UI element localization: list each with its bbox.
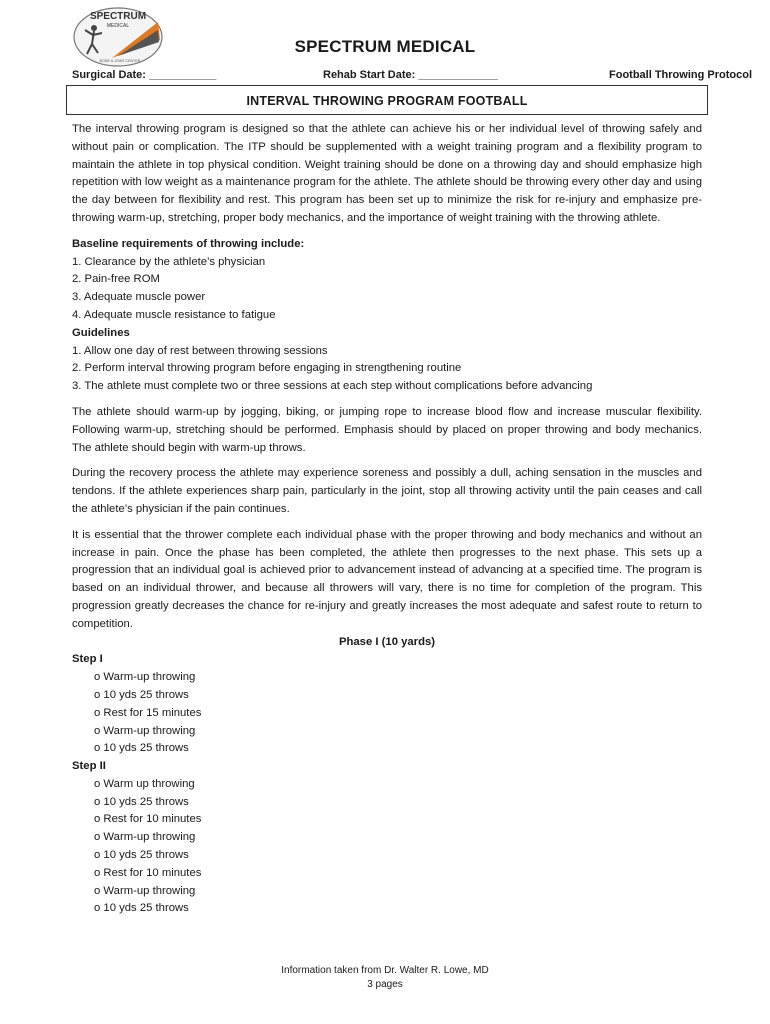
list-item: o Warm-up throwing <box>94 884 196 897</box>
list-item: o Warm-up throwing <box>94 671 196 684</box>
step-one-list <box>72 669 702 758</box>
form-meta-row <box>72 69 752 83</box>
list-item: 3. The athlete must complete two or three sessions at each step without complications before advancing <box>72 380 593 393</box>
organization-title: SPECTRUM MEDICAL <box>294 37 476 56</box>
intro-paragraph: The interval throwing program is designed so that the athlete can achieve his or her individual level of throwing safely and without pain or complication. The ITP should be supplemented with a weight training program and a flexibility program to maintain the athlete in top physical condition. Weight training should be done on a throwing day and should emphasize high repetition with low weight as a maintenance program for the athlete. The athlete should be throwing every other day and using the day between for flexibility and rest. This program has been set up to minimize the risk for re-injury and emphasize pre-throwing warm-up, stretching, proper body mechanics, and the importance of weight training with the throwing athlete. <box>72 123 702 224</box>
guidelines-list <box>72 343 702 396</box>
list-item: o 10 yds 25 throws <box>94 849 189 862</box>
list-item: o 10 yds 25 throws <box>94 902 189 915</box>
list-item: o 10 yds 25 throws <box>94 688 189 701</box>
step-two-list <box>72 776 702 918</box>
document-body <box>72 121 702 918</box>
warmup-paragraph: The athlete should warm-up by jogging, biking, or jumping rope to increase blood flow and increase muscular flexibility. Following warm-up, stretching should be performed. Emphasis should by placed on proper throwing and body mechanics. The athlete should begin with warm-up throws. <box>72 405 702 454</box>
list-item: o Warm-up throwing <box>94 724 196 737</box>
phase-title: Phase I (10 yards) <box>338 635 436 648</box>
list-item: 1. Clearance by the athlete’s physician <box>72 255 266 268</box>
protocol-label: Football Throwing Protocol <box>609 69 752 81</box>
list-item: o Rest for 10 minutes <box>94 813 202 826</box>
guidelines-heading: Guidelines <box>72 326 130 339</box>
list-item: o 10 yds 25 throws <box>94 795 189 808</box>
svg-text:MEDICAL: MEDICAL <box>106 23 130 29</box>
baseline-list <box>72 254 702 325</box>
list-item: o Rest for 15 minutes <box>94 706 202 719</box>
source-note: Information taken from Dr. Walter R. Lowe, MD <box>281 965 489 976</box>
list-item: 4. Adequate muscle resistance to fatigue <box>72 308 276 321</box>
list-item: 2. Perform interval throwing program before engaging in strengthening routine <box>72 362 462 375</box>
progression-paragraph: It is essential that the thrower complete each individual phase with the proper throwing and body mechanics and without an increase in pain. Once the phase has been completed, the athlete then progresses to the next phase. This sets up a progression that an individual goal is achieved prior to advancement instead of advancing at a specified time. The program is based on an individual thrower, and because all throwers will vary, there is no time for completion of the program. This progression greatly decreases the chance for re-injury and greatly increases the most adequate and safest route to return to competition. <box>72 528 702 630</box>
page-count: 3 pages <box>367 979 403 990</box>
svg-text:BONE & JOINT CENTER: BONE & JOINT CENTER <box>99 59 141 63</box>
step-one-heading: Step I <box>72 653 103 666</box>
list-item: o Warm up throwing <box>94 777 195 790</box>
list-item: o 10 yds 25 throws <box>94 742 189 755</box>
svg-text:SPECTRUM: SPECTRUM <box>89 11 147 22</box>
list-item: o Warm-up throwing <box>94 831 196 844</box>
list-item: 2. Pain-free ROM <box>72 273 160 286</box>
program-title: INTERVAL THROWING PROGRAM FOOTBALL <box>66 85 708 115</box>
page-footer <box>0 964 770 992</box>
rehab-start-date-field[interactable]: Rehab Start Date: _____________ <box>323 69 498 81</box>
list-item: 3. Adequate muscle power <box>72 291 206 304</box>
recovery-paragraph: During the recovery process the athlete may experience soreness and possibly a dull, aching sensation in the muscles and tendons. If the athlete experiences sharp pain, particularly in the joint, stop all throwing activity until the pain ceases and call the athlete’s physician if the pain continues. <box>72 467 702 515</box>
list-item: 1. Allow one day of rest between throwing sessions <box>72 344 328 357</box>
surgical-date-field[interactable]: Surgical Date: ___________ <box>72 69 217 81</box>
step-two-heading: Step II <box>72 760 106 773</box>
list-item: o Rest for 10 minutes <box>94 866 202 879</box>
baseline-heading: Baseline requirements of throwing include: <box>72 237 305 250</box>
